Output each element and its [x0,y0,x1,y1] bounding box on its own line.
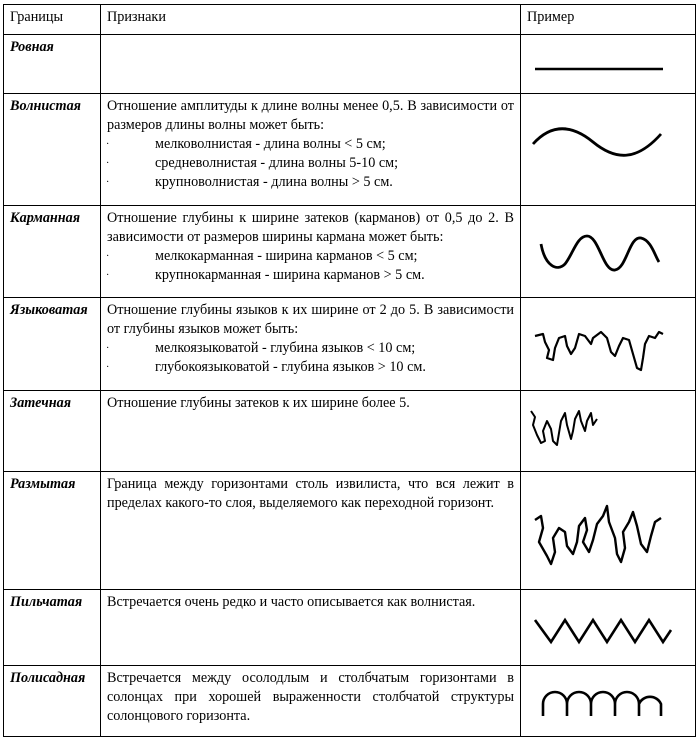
boundary-description [101,590,521,666]
flow-line-drawing [521,391,696,471]
example-cell [521,35,696,94]
description-text: Отношение глубины языков к их ширине от 2 до 5. В зависимости от глубины языков может быть: [107,302,514,337]
list-item [107,135,514,154]
boundary-description [101,472,521,590]
boundary-description [101,206,521,298]
header-features: Признаки [101,5,521,35]
example-cell [521,472,696,590]
boundary-description [101,298,521,391]
boundary-description [101,666,521,737]
example-cell [521,391,696,472]
boundary-description [101,391,521,472]
boundary-name: Волнистая [4,94,101,206]
boundary-name: Затечная [4,391,101,472]
wavy-line-drawing [521,94,696,205]
table-row [4,35,696,94]
table-row [4,666,696,737]
table-row [4,391,696,472]
table-row [4,472,696,590]
list-item [107,173,514,192]
boundary-description [101,35,521,94]
table-row [4,206,696,298]
boundary-name: Полисадная [4,666,101,737]
boundary-description [101,94,521,206]
straight-line-drawing [521,35,696,93]
table-header-row [4,5,696,35]
list-item [107,247,514,266]
palisade-line-drawing [521,666,696,736]
list-item-text: мелковолнистая - длина волны < 5 см; [155,136,386,152]
boundary-name: Языковатая [4,298,101,391]
table-row [4,94,696,206]
example-cell [521,298,696,391]
boundary-name: Пильчатая [4,590,101,666]
header-boundaries: Границы [4,5,101,35]
list-item-text: мелкокарманная - ширина карманов < 5 см; [155,248,418,264]
tongue-line-drawing [521,298,696,390]
list-item-text: крупнокарманная - ширина карманов > 5 см. [155,267,425,283]
boundary-name: Карманная [4,206,101,298]
list-item [107,266,514,285]
boundary-name: Ровная [4,35,101,94]
example-cell [521,590,696,666]
list-item [107,358,514,377]
list-item-text: глубокоязыковатой - глубина языков > 10 см. [155,359,426,375]
list-item-text: средневолнистая - длина волны 5-10 см; [155,155,399,171]
list-item [107,154,514,173]
bullet-icon: · [106,270,110,281]
description-text: Встречается очень редко и часто описывается как волнистая. [107,594,476,610]
bullet-icon: · [106,139,110,150]
bullet-icon: · [106,362,110,373]
sawtooth-line-drawing [521,590,696,665]
list-item-text: крупноволнистая - длина волны > 5 см. [155,174,393,190]
table-row [4,298,696,391]
boundaries-table [3,4,696,737]
bullet-icon: · [106,158,110,169]
description-text: Отношение амплитуды к длине волны менее 0,5. В зависимости от размеров длины волны может быть: [107,98,514,133]
bullet-icon: · [106,343,110,354]
bullet-icon: · [106,177,110,188]
description-text: Встречается между осолодлым и столбчатым горизонтами в солонцах при хорошей выраженности столбчатой структуры солонцового горизонта. [107,670,514,724]
description-text: Отношение глубины затеков к их ширине более 5. [107,395,410,411]
list-item [107,339,514,358]
example-cell [521,666,696,737]
example-cell [521,94,696,206]
list-item-text: мелкоязыковатой - глубина языков < 10 см; [155,340,416,356]
example-cell [521,206,696,298]
description-text: Граница между горизонтами столь извилиста, что вся лежит в пределах какого-то слоя, выделяемого как переходной горизонт. [107,476,514,511]
pocket-line-drawing [521,206,696,297]
boundary-name: Размытая [4,472,101,590]
table-row [4,590,696,666]
header-example: Пример [521,5,696,35]
description-text: Отношение глубины к ширине затеков (карманов) от 0,5 до 2. В зависимости от размеров ширины кармана может быть: [107,210,514,245]
diffuse-line-drawing [521,472,696,589]
bullet-icon: · [106,251,110,262]
